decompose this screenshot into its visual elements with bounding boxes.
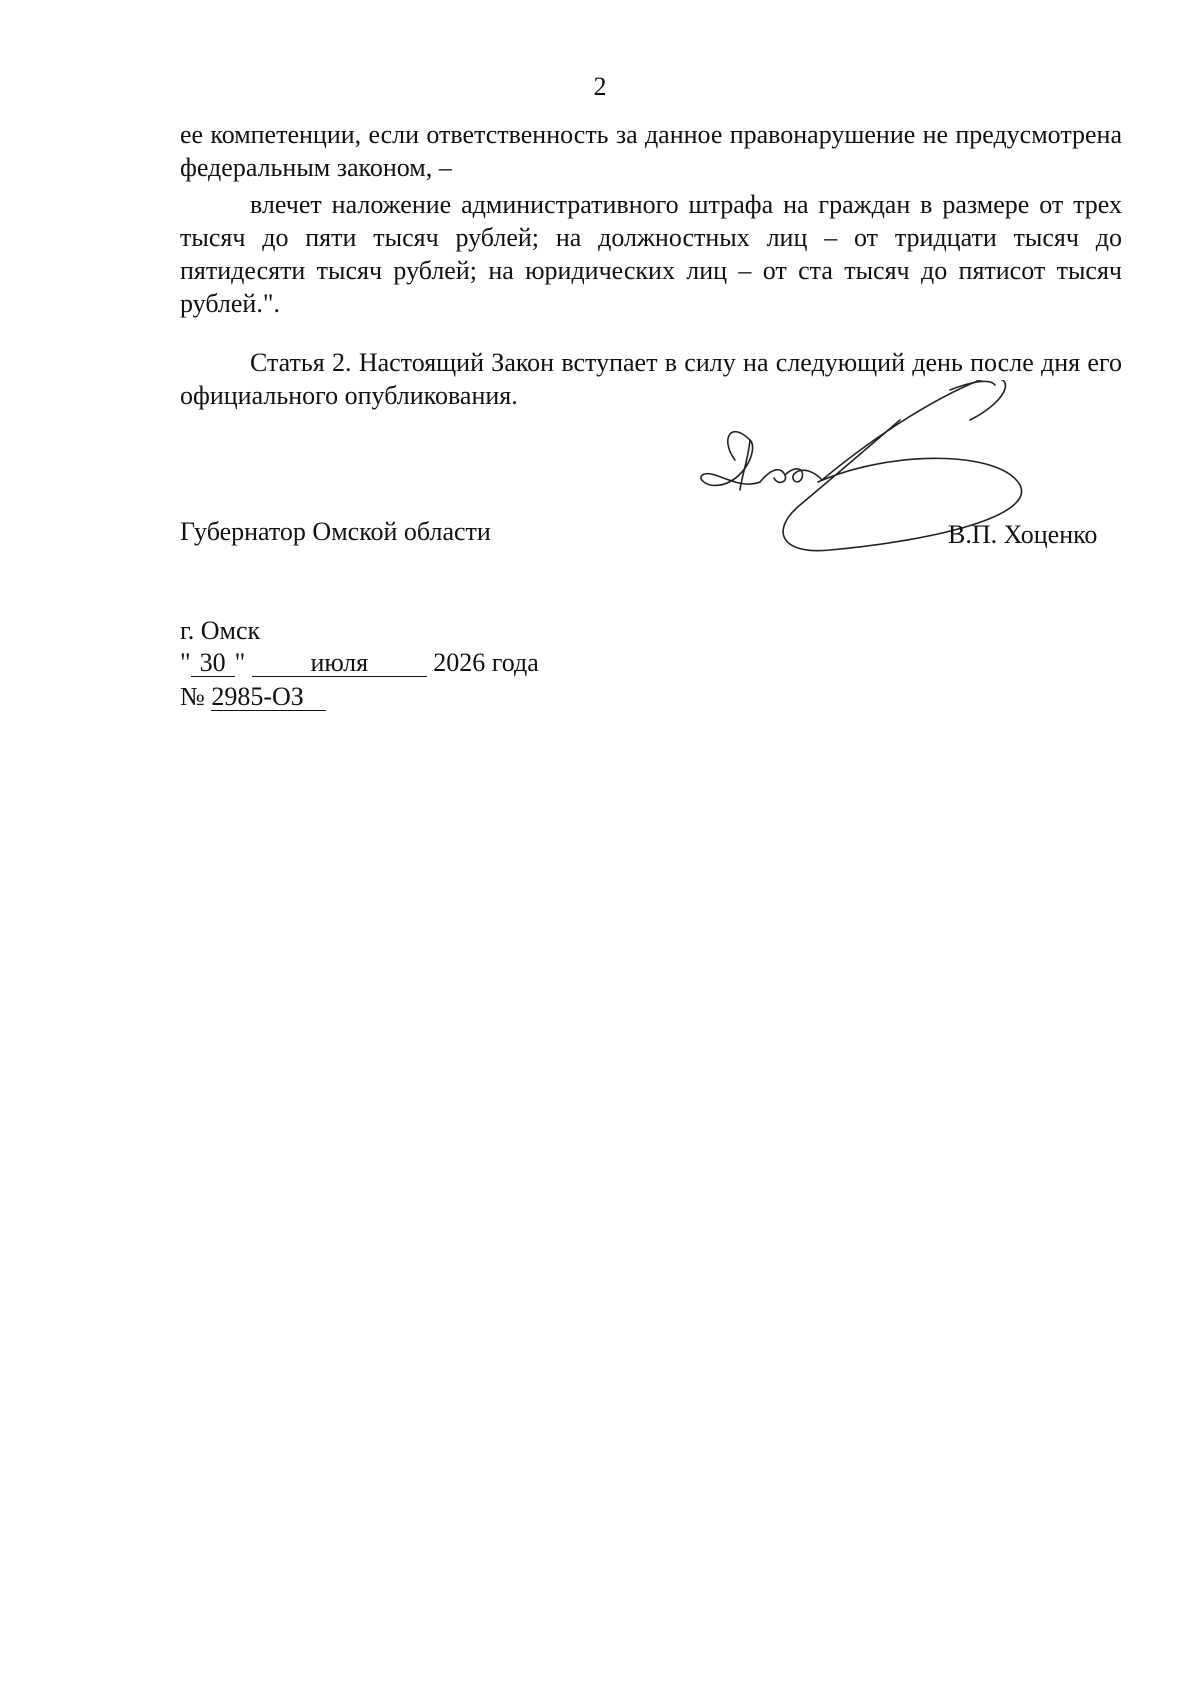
law-number — [180, 682, 326, 712]
paragraph-text: ее компетенции, если ответственность за данное правонарушение не предусмотрена федеральным законом, – — [180, 120, 1122, 182]
law-number-value: 2985-ОЗ — [211, 684, 326, 711]
number-sign: № — [180, 682, 205, 711]
date-day: 30 — [191, 650, 235, 677]
date-month: июля — [252, 650, 427, 677]
signing-date — [180, 648, 539, 678]
paragraph-penalty — [180, 188, 1122, 320]
paragraph-continuation — [180, 118, 1122, 184]
handwritten-signature — [690, 380, 1090, 610]
date-quote-close: " — [234, 648, 246, 677]
page-number: 2 — [593, 72, 607, 101]
date-quote-open: " — [180, 648, 191, 677]
paragraph-text: Статья 2. Настоящий Закон вступает в силу на следующий день после дня его официального опубликования. — [180, 348, 1122, 410]
date-year: 2026 года — [433, 648, 539, 677]
paragraph-text: влечет наложение административного штрафа на граждан в размере от трех тысяч до пяти тысяч рублей; на должностных лиц – от тридцати тысяч до пятидесяти тысяч рублей; на юридических лиц – от ста тысяч до пятисот тысяч рублей.". — [180, 190, 1122, 318]
governor-name: В.П. Хоценко — [948, 520, 1098, 549]
governor-title: Губернатор Омской области — [180, 517, 491, 546]
place-of-signing: г. Омск — [180, 616, 261, 645]
